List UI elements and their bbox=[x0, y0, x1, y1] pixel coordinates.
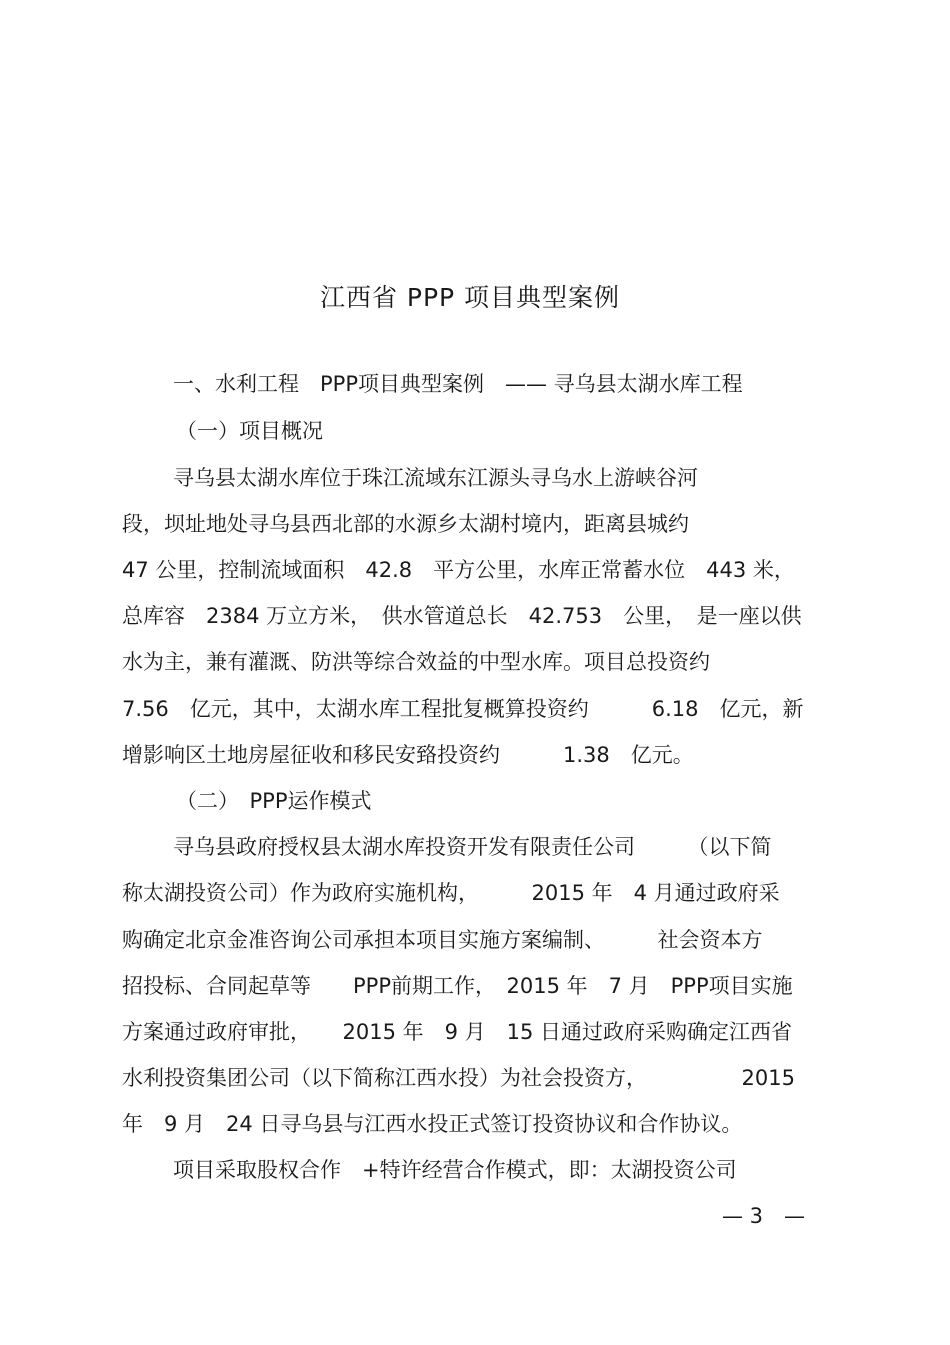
paragraph-line: 水为主，兼有灌溉、防洪等综合效益的中型水库。项目总投资约 bbox=[122, 650, 710, 674]
paragraph-line: 水利投资集团公司（以下简称江西水投）为社会投资方， 2015 bbox=[122, 1066, 795, 1090]
paragraph-line: 年 9 月 24 日寻乌县与江西水投正式签订投资协议和合作协议。 bbox=[122, 1112, 743, 1136]
subsection-heading-overview: （一）项目概况 bbox=[176, 419, 323, 443]
document-title: 江西省 PPP 项目典型案例 bbox=[319, 283, 621, 312]
paragraph-line: 总库容 2384 万立方米， 供水管道总长 42.753 公里， 是一座以供 bbox=[122, 604, 802, 628]
paragraph-line: 增影响区土地房屋征收和移民安臵投资约 1.38 亿元。 bbox=[122, 743, 694, 767]
page-number: — 3 — bbox=[722, 1204, 806, 1228]
paragraph-line: 购确定北京金准咨询公司承担本项目实施方案编制、 社会资本方 bbox=[122, 928, 763, 952]
paragraph-line: 称太湖投资公司）作为政府实施机构， 2015 年 4 月通过政府采 bbox=[122, 881, 780, 905]
paragraph-line: 段，坝址地处寻乌县西北部的水源乡太湖村境内，距离县城约 bbox=[122, 512, 689, 536]
section-heading: 一、水利工程 PPP项目典型案例 —— 寻乌县太湖水库工程 bbox=[173, 372, 743, 396]
paragraph-line: 寻乌县政府授权县太湖水库投资开发有限责任公司 （以下简 bbox=[173, 835, 772, 859]
paragraph-line: 寻乌县太湖水库位于珠江流域东江源头寻乌水上游峡谷河 bbox=[173, 466, 698, 490]
paragraph-line: 项目采取股权合作 +特许经营合作模式，即：太湖投资公司 bbox=[173, 1158, 737, 1182]
subsection-heading-ppp-mode: （二） PPP运作模式 bbox=[176, 789, 372, 813]
paragraph-line: 47 公里，控制流域面积 42.8 平方公里，水库正常蓄水位 443 米， bbox=[122, 558, 795, 582]
paragraph-line: 7.56 亿元，其中，太湖水库工程批复概算投资约 6.18 亿元，新 bbox=[122, 697, 804, 721]
paragraph-line: 招投标、合同起草等 PPP前期工作， 2015 年 7 月 PPP项目实施 bbox=[122, 974, 793, 998]
paragraph-line: 方案通过政府审批， 2015 年 9 月 15 日通过政府采购确定江西省 bbox=[122, 1020, 793, 1044]
